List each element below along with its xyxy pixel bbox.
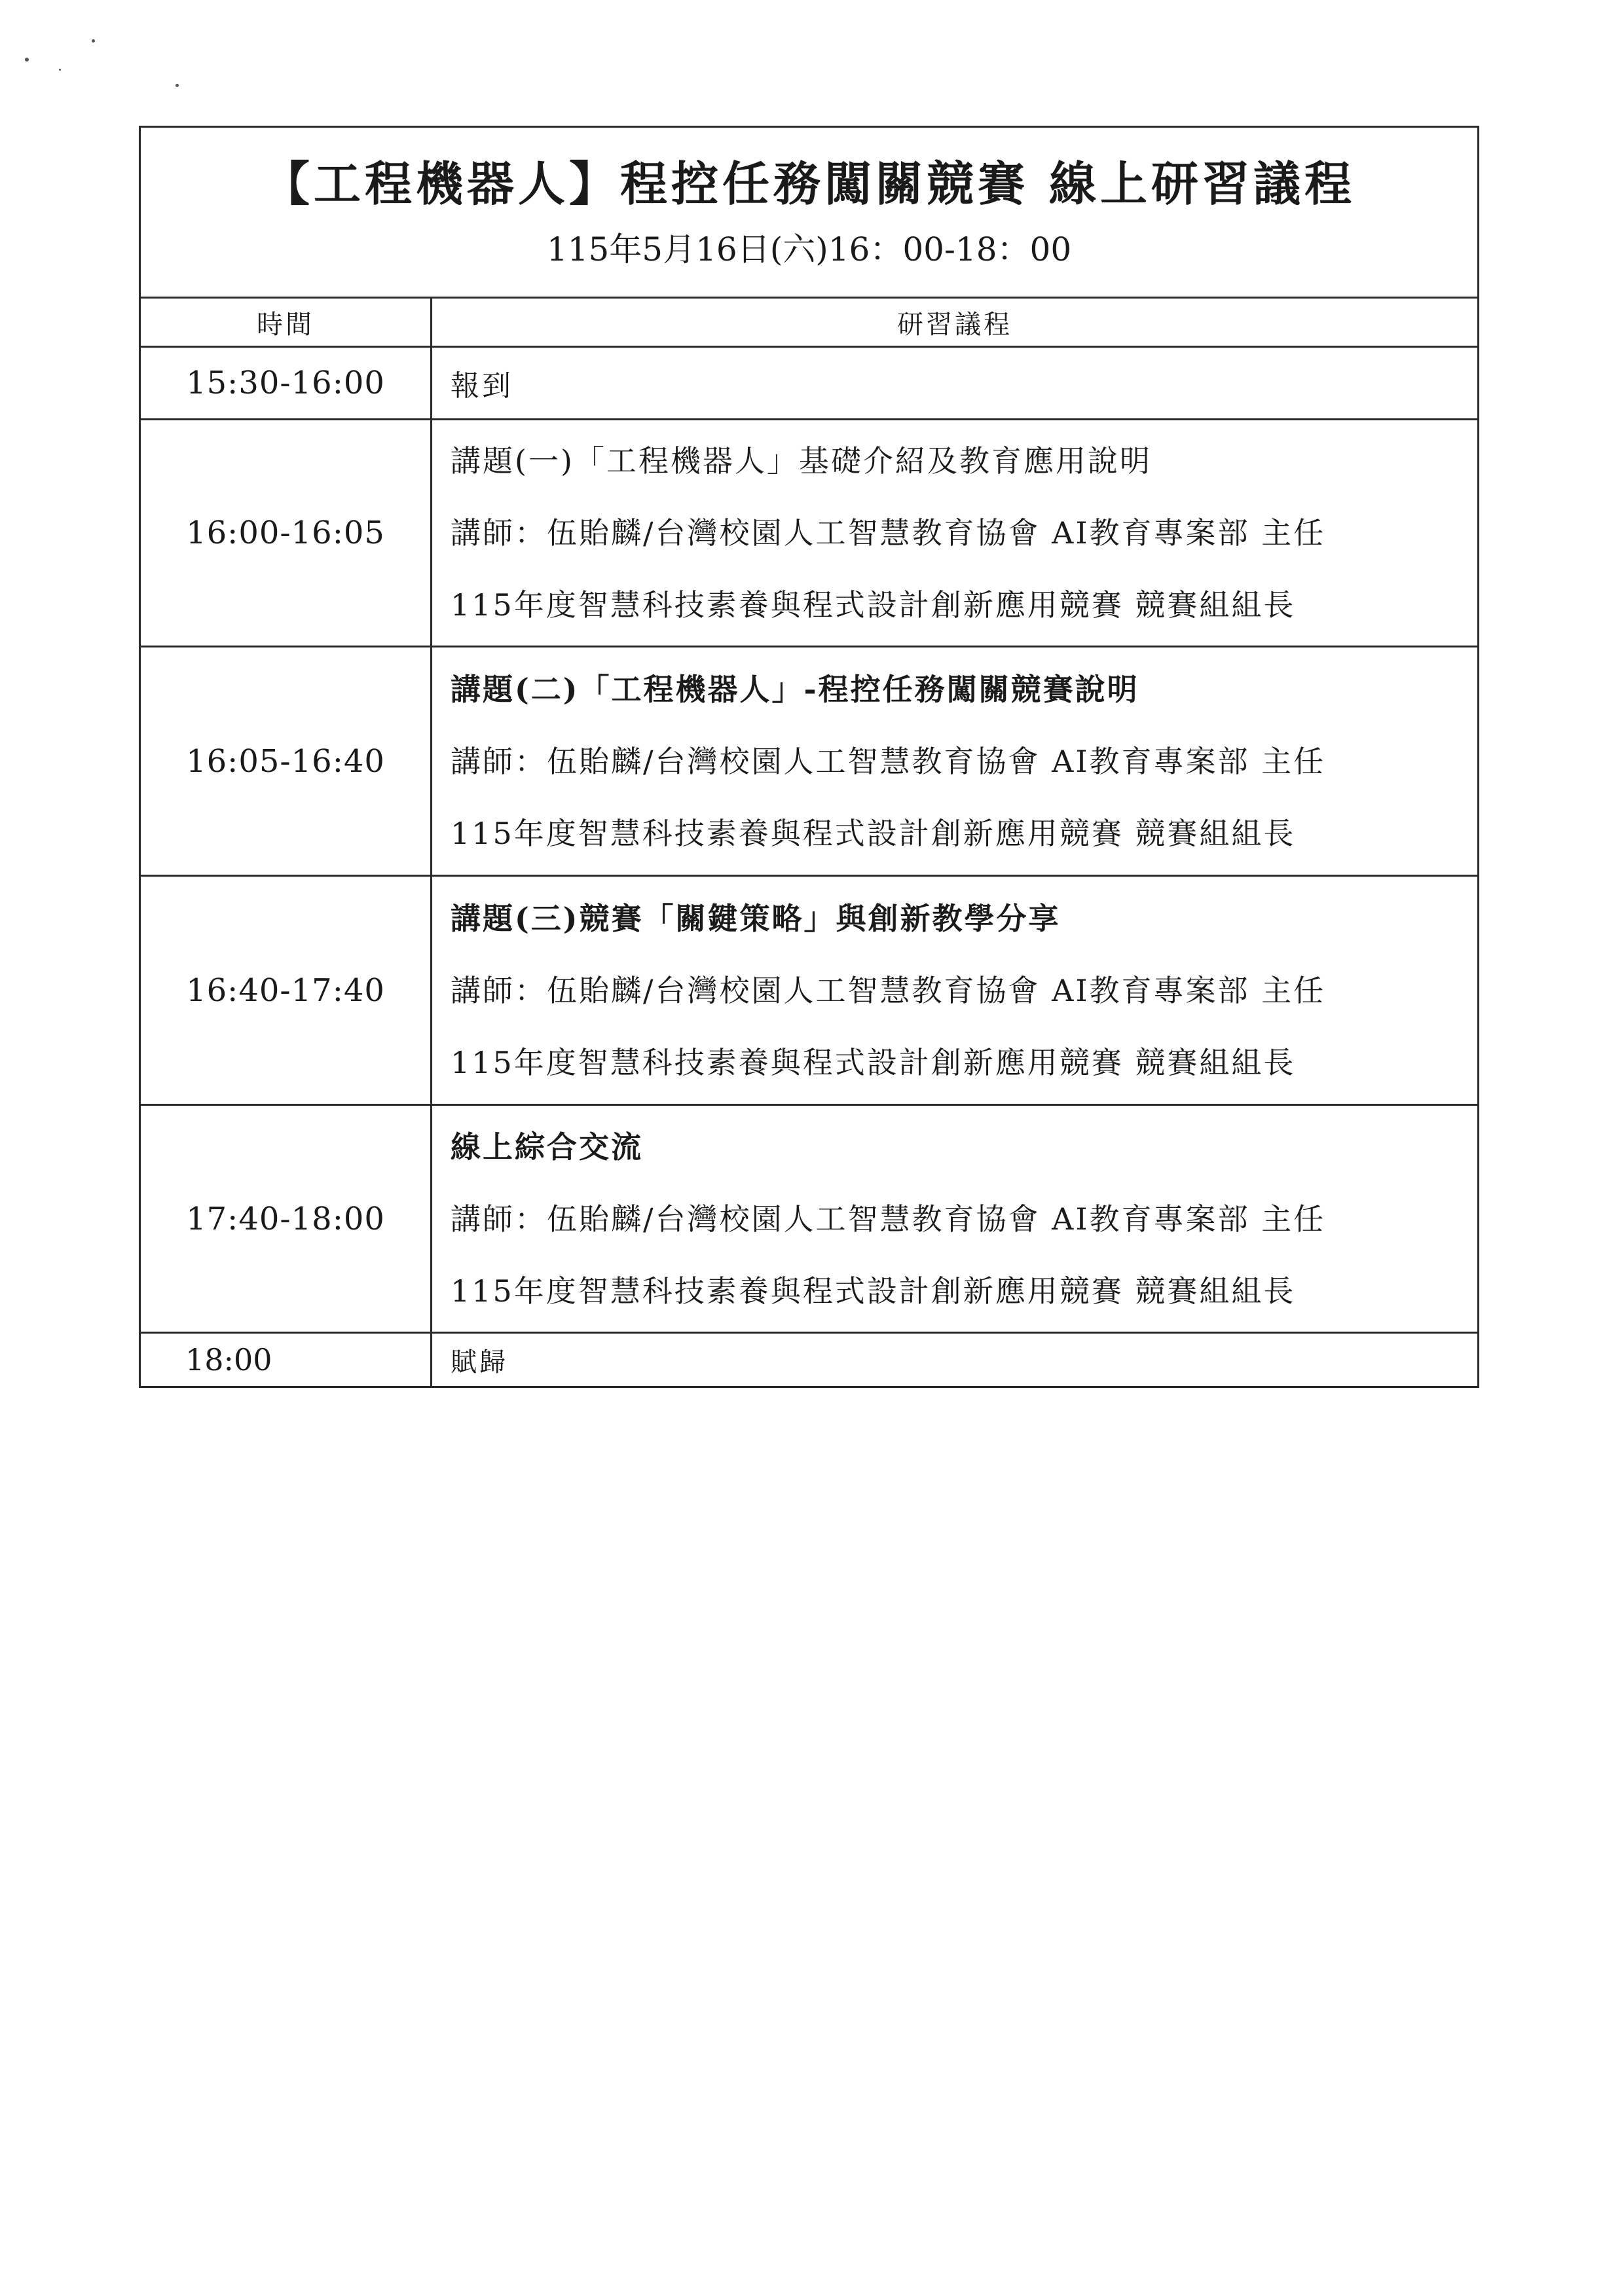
row-time: 16:05-16:40 (140, 647, 432, 876)
row-role: 115年度智慧科技素養與程式設計創新應用競賽 競賽組組長 (451, 1044, 1296, 1080)
table-row (140, 347, 1479, 420)
header-time: 時間 (140, 298, 432, 347)
row-speaker: 講師：伍貽麟/台灣校園人工智慧教育協會 AI教育專案部 主任 (451, 972, 1326, 1008)
row-speaker: 講師：伍貽麟/台灣校園人工智慧教育協會 AI教育專案部 主任 (451, 515, 1326, 551)
scan-speck (25, 58, 29, 62)
row-role: 115年度智慧科技素養與程式設計創新應用競賽 競賽組組長 (451, 1273, 1296, 1309)
table-row (140, 1333, 1479, 1387)
title-cell (140, 127, 1479, 298)
row-time: 15:30-16:00 (140, 347, 432, 420)
page-subtitle: 115年5月16日(六)16：00-18：00 (546, 230, 1072, 268)
table-row (140, 1105, 1479, 1333)
row-topic: 講題(二)「工程機器人」-程控任務闖關競賽說明 (451, 671, 1139, 707)
row-time: 16:00-16:05 (140, 420, 432, 647)
row-speaker: 講師：伍貽麟/台灣校園人工智慧教育協會 AI教育專案部 主任 (451, 743, 1326, 779)
row-content (432, 1105, 1479, 1333)
row-content (432, 647, 1479, 876)
row-role: 115年度智慧科技素養與程式設計創新應用競賽 競賽組組長 (451, 587, 1296, 623)
row-role: 115年度智慧科技素養與程式設計創新應用競賽 競賽組組長 (451, 815, 1296, 851)
page-title: 【工程機器人】程控任務闖關競賽 線上研習議程 (262, 156, 1356, 212)
table-row (140, 647, 1479, 876)
row-content (432, 420, 1479, 647)
table-row (140, 876, 1479, 1105)
header-row (140, 298, 1479, 347)
scan-speck (92, 39, 95, 43)
row-topic: 講題(三)競賽「關鍵策略」與創新教學分享 (451, 900, 1061, 936)
row-topic: 線上綜合交流 (451, 1129, 643, 1165)
title-row (140, 127, 1479, 298)
row-topic: 講題(一)「工程機器人」基礎介紹及教育應用說明 (451, 443, 1152, 479)
table-row (140, 420, 1479, 647)
row-topic: 報到 (432, 347, 1479, 420)
scan-speck (59, 69, 61, 71)
row-time: 18:00 (140, 1333, 432, 1387)
row-topic: 賦歸 (432, 1333, 1479, 1387)
row-content (432, 876, 1479, 1105)
row-speaker: 講師：伍貽麟/台灣校園人工智慧教育協會 AI教育專案部 主任 (451, 1201, 1326, 1237)
row-time: 16:40-17:40 (140, 876, 432, 1105)
header-agenda: 研習議程 (432, 298, 1479, 347)
scan-speck (175, 84, 179, 87)
agenda-table (139, 126, 1479, 1388)
row-time: 17:40-18:00 (140, 1105, 432, 1333)
